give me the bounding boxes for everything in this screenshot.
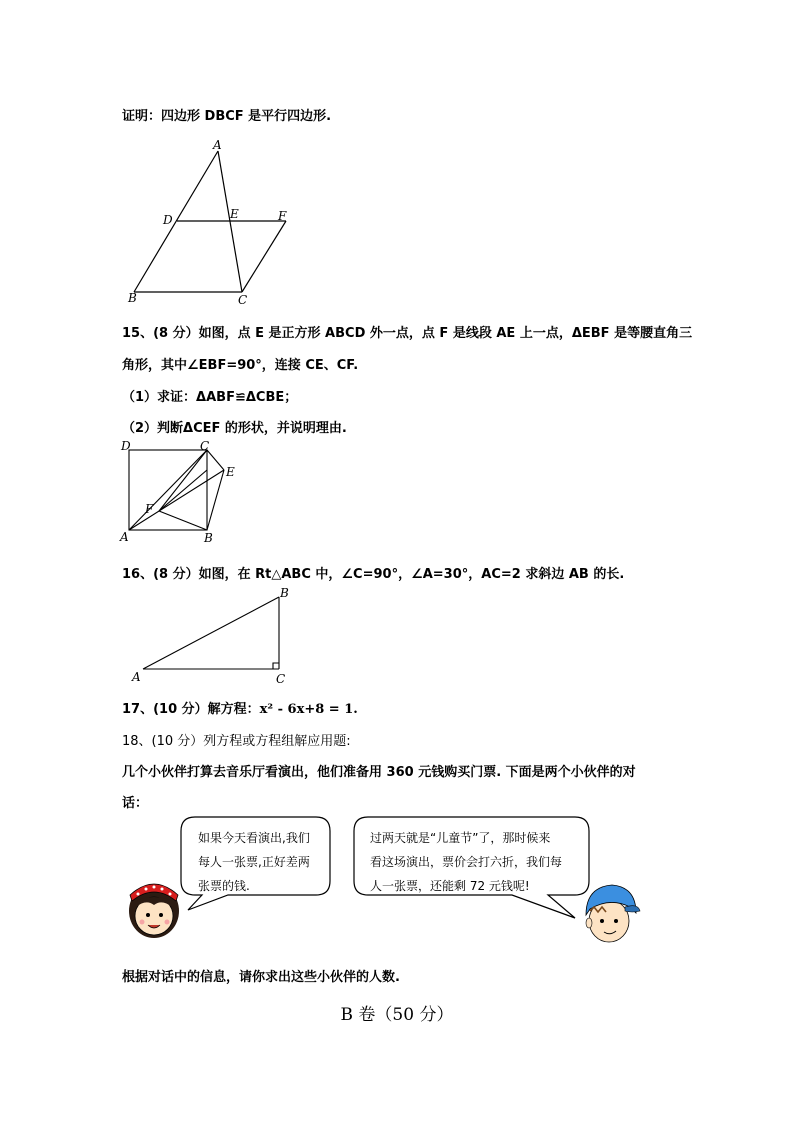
q17-prefix: 17、(10 分）解方程：	[122, 702, 260, 717]
left-bubble-text	[198, 826, 310, 898]
figure-right-triangle	[126, 585, 296, 685]
label-C: C	[200, 439, 210, 453]
q15-part1: （1）求证：ΔABF≌ΔCBE；	[122, 390, 298, 405]
label-D: D	[121, 439, 131, 453]
right-bubble-line: 过两天就是“儿童节”了，那时候来	[370, 831, 551, 845]
segment-AC	[129, 450, 207, 530]
figure-parallelogram	[120, 138, 310, 310]
q16-text: 16、(8 分）如图，在 Rt△ABC 中，∠C=90°，∠A=30°，AC=2 求斜边 AB 的长.	[122, 567, 625, 582]
label-A: A	[120, 530, 129, 544]
left-bubble-line: 如果今天看演出,我们	[198, 831, 310, 845]
label-B: B	[204, 531, 213, 545]
q17-line	[122, 698, 358, 717]
label-C: C	[276, 672, 286, 685]
segment-FC	[242, 221, 286, 292]
q18-line2: 话：	[122, 796, 149, 811]
right-bubble-line: 看这场演出，票价会打六折，我们每	[370, 855, 563, 869]
boy-avatar	[586, 885, 640, 942]
label-A: A	[132, 670, 141, 684]
q17-equation: x² - 6x+8 = 1.	[259, 702, 358, 717]
segment-AB	[143, 597, 279, 669]
segment-CE	[207, 450, 224, 470]
q14-proof-statement: 证明：四边形 DBCF 是平行四边形.	[122, 109, 332, 124]
label-A: A	[213, 138, 222, 152]
label-E: E	[230, 207, 239, 221]
label-B: B	[128, 291, 137, 305]
label-D: D	[163, 213, 173, 227]
label-F: F	[278, 209, 287, 223]
girl-avatar	[129, 884, 179, 938]
q18-line1: 几个小伙伴打算去音乐厅看演出，他们准备用 360 元钱购买门票. 下面是两个小伙伴的对	[122, 765, 636, 780]
right-bubble-text	[370, 826, 562, 898]
right-angle-mark	[273, 663, 279, 669]
left-bubble-line: 张票的钱.	[198, 879, 250, 893]
right-bubble-line: 人一张票，还能剩 72 元钱呢!	[370, 879, 530, 893]
q18-question: 根据对话中的信息，请你求出这些小伙伴的人数.	[122, 970, 400, 985]
segment-FC	[159, 450, 207, 511]
q18-header: 18、(10 分）列方程或方程组解应用题:	[122, 734, 351, 749]
q15-part2: （2）判断ΔCEF 的形状，并说明理由.	[122, 421, 347, 436]
segment-F-inner	[159, 470, 207, 511]
label-C: C	[238, 293, 248, 307]
label-E: E	[226, 465, 235, 479]
figure-square	[116, 438, 246, 546]
label-B: B	[280, 586, 289, 600]
segment-FB	[159, 511, 207, 530]
q15-line2: 角形，其中∠EBF=90°，连接 CE、CF.	[122, 358, 359, 373]
left-bubble-line: 每人一张票,正好差两	[198, 855, 310, 869]
label-F: F	[145, 502, 154, 516]
q15-line1: 15、(8 分）如图，点 E 是正方形 ABCD 外一点，点 F 是线段 AE 上一点，ΔEBF 是等腰直角三	[122, 326, 693, 341]
section-title: B 卷（50 分）	[340, 1005, 454, 1025]
